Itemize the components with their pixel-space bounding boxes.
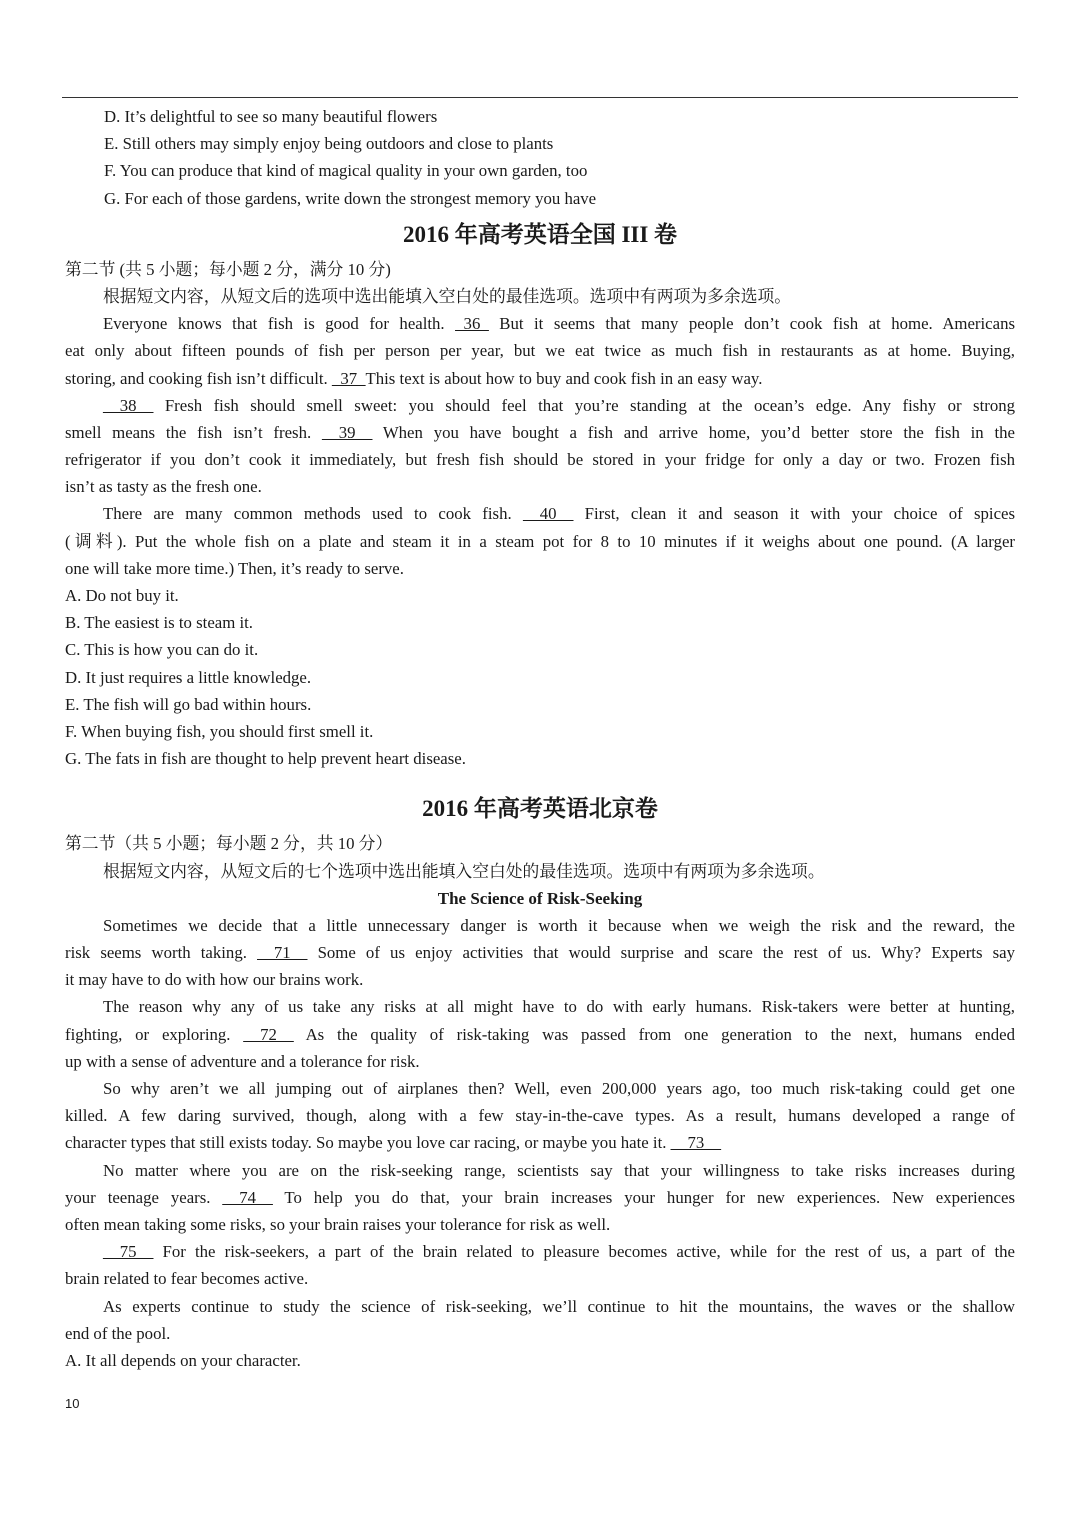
blank-40[interactable]: __40__ (523, 504, 574, 524)
passage-line: Everyone knows that fish is good for health. _36_ But it seems that many people don’t cook fish at home. Americans (103, 314, 1015, 334)
blank-75[interactable]: __75__ (103, 1242, 154, 1262)
blank-74[interactable]: __74__ (222, 1187, 273, 1207)
option-g: G. The fats in fish are thought to help prevent heart disease. (65, 749, 466, 769)
passage-line: So why aren’t we all jumping out of airplanes then? Well, even 200,000 years ago, too much risk-taking could get one (103, 1079, 1015, 1098)
passage-line: As experts continue to study the science of risk-seeking, we’ll continue to hit the mountains, the waves or the shallow (103, 1296, 1015, 1316)
blank-36[interactable]: _36_ (455, 314, 489, 334)
option-c: C. This is how you can do it. (65, 640, 259, 660)
passage-line: one will take more time.) Then, it’s ready to serve. (65, 558, 404, 578)
blank-71[interactable]: __71__ (257, 943, 308, 963)
option-b: B. The easiest is to steam it. (65, 613, 253, 633)
passage-line: No matter where you are on the risk-seeking range, scientists say that your willingness to take risks increases during (103, 1160, 1015, 1180)
exam-page (65, 103, 1015, 1374)
passage-line: it may have to do with how our brains work. (65, 970, 364, 990)
passage-line: __38__ Fresh fish should smell sweet: you should feel that you’re standing at the ocean’s edge. Any fishy or strong (103, 395, 1015, 415)
blank-37[interactable]: _37_ (331, 368, 366, 388)
option-g-top: G. For each of those gardens, write down the strongest memory you have (104, 188, 597, 208)
passage-line: your teenage years. __74__ To help you do that, your brain increases your hunger for new experiences. New experiences (65, 1187, 1015, 1207)
passage-line: up with a sense of adventure and a tolerance for risk. (65, 1051, 420, 1071)
passage-line: eat only about fifteen pounds of fish per person per year, but we eat twice as much fish in restaurants as at home. Buying, (65, 341, 1015, 361)
section1-title: 2016 年高考英语全国 III 卷 (402, 221, 678, 247)
section2-instruction: 第二节（共 5 小题；每小题 2 分，共 10 分） (65, 834, 393, 854)
option-e-top: E. Still others may simply enjoy being outdoors and close to plants (104, 134, 554, 154)
section1-directions: 根据短文内容，从短文后的选项中选出能填入空白处的最佳选项。选项中有两项为多余选项。 (103, 286, 792, 306)
option-e: E. The fish will go bad within hours. (65, 694, 312, 714)
passage-line: The reason why any of us take any risks at all might have to do with early humans. Risk-takers were better at hunting, (103, 997, 1015, 1017)
passage-line: isn’t as tasty as the fresh one. (65, 477, 262, 497)
blank-38[interactable]: __38__ (103, 395, 154, 415)
section1-passage (65, 310, 1015, 582)
option-d-top: D. It’s delightful to see so many beautiful flowers (104, 107, 438, 126)
previous-options (65, 103, 1015, 212)
passage-line: (调料). Put the whole fish on a plate and steam it in a steam pot for 8 to 10 minutes if it weighs about one pound. (A larger (65, 531, 1015, 551)
passage-line: killed. A few daring survived, though, along with a few stay-in-the-cave types. As a result, humans developed a range of (65, 1106, 1015, 1126)
passage-line: fighting, or exploring. __72__ As the quality of risk-taking was passed from one generation to the next, humans ended (65, 1024, 1015, 1044)
option-f: F. When buying fish, you should first smell it. (65, 721, 374, 741)
section1-instruction: 第二节 (共 5 小题；每小题 2 分，满分 10 分) (65, 259, 391, 279)
passage-line: end of the pool. (65, 1323, 171, 1343)
passage-line: character types that still exists today. So maybe you love car racing, or maybe you hate it. __73__ (65, 1133, 722, 1153)
passage-line: storing, and cooking fish isn’t difficult. _37_This text is about how to buy and cook fish in an easy way. (65, 368, 763, 388)
section2-passage (65, 912, 1015, 1347)
section1-options (65, 582, 1015, 772)
section2-title: 2016 年高考英语北京卷 (422, 796, 658, 822)
section2-directions: 根据短文内容，从短文后的七个选项中选出能填入空白处的最佳选项。选项中有两项为多余选项。 (103, 861, 825, 881)
passage-line: __75__ For the risk-seekers, a part of the brain related to pleasure becomes active, while for the rest of us, a part of the (103, 1242, 1015, 1262)
header-rule (62, 97, 1018, 98)
blank-39[interactable]: __39__ (321, 422, 373, 442)
blank-72[interactable]: __72__ (243, 1024, 294, 1044)
passage-line: often mean taking some risks, so your brain raises your tolerance for risk as well. (65, 1214, 611, 1234)
passage-line: risk seems worth taking. __71__ Some of us enjoy activities that would surprise and scare the rest of us. Why? Experts say (65, 943, 1015, 963)
passage-title: The Science of Risk-Seeking (437, 888, 643, 908)
blank-73[interactable]: __73__ (670, 1133, 722, 1153)
passage-line: refrigerator if you don’t cook it immediately, but fresh fish should be stored in your fridge for only a day or two. Frozen fish (65, 450, 1015, 470)
passage-line: There are many common methods used to cook fish. __40__ First, clean it and season it with your choice of spices (103, 504, 1015, 524)
option-f-top: F. You can produce that kind of magical quality in your own garden, too (104, 161, 588, 181)
option-d: D. It just requires a little knowledge. (65, 667, 312, 687)
section2-option-a: A. It all depends on your character. (65, 1350, 301, 1370)
passage-line: brain related to fear becomes active. (65, 1269, 309, 1289)
page-number: 10 (65, 1396, 80, 1411)
option-a: A. Do not buy it. (65, 586, 179, 605)
passage-line: smell means the fish isn’t fresh. __39__ When you have bought a fish and arrive home, you’d better store the fish in the (65, 422, 1015, 442)
passage-line: Sometimes we decide that a little unnecessary danger is worth it because when we weigh the risk and the reward, the (103, 915, 1015, 935)
